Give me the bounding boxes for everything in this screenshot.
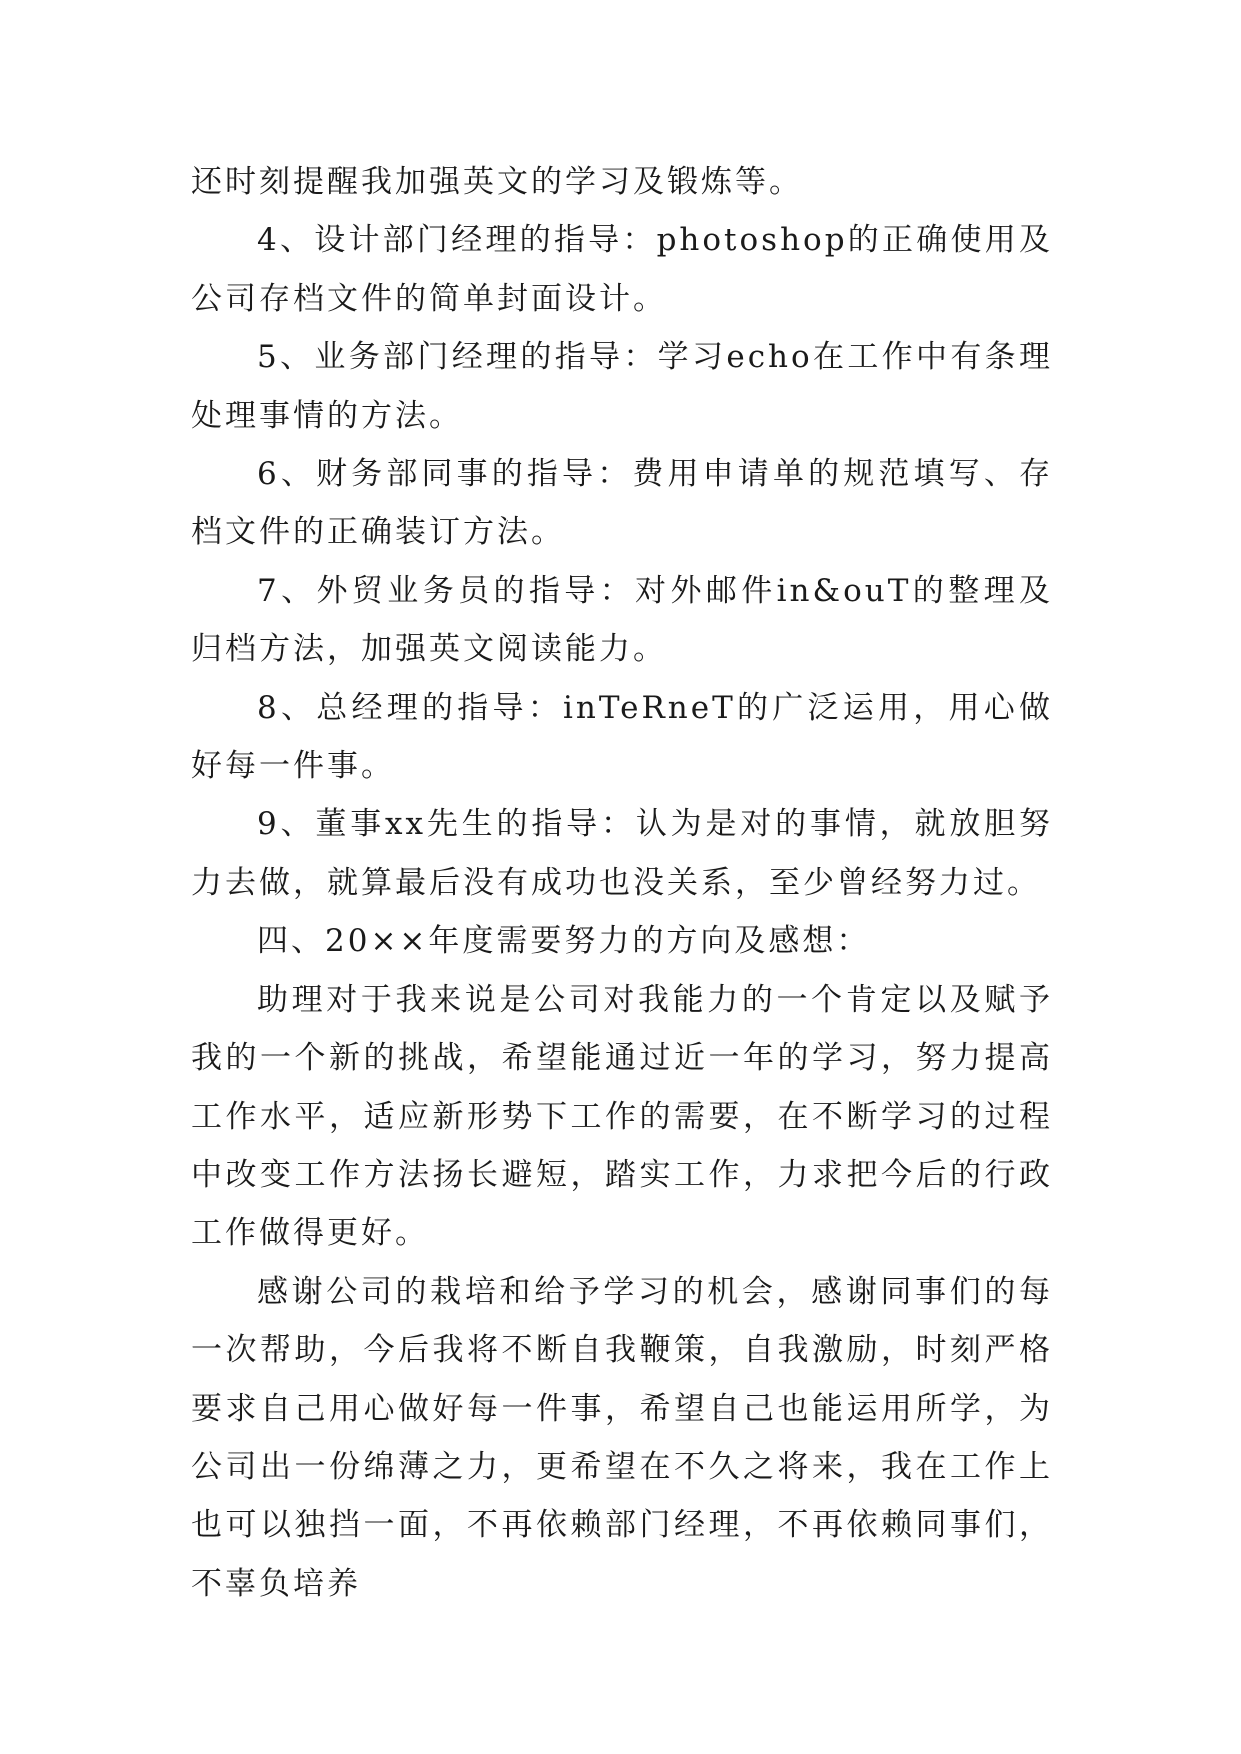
paragraph-item-9: 9、董事xx先生的指导：认为是对的事情，就放胆努力去做，就算最后没有成功也没关系，至少曾经努力过。 <box>191 806 1053 901</box>
paragraph-item-7: 7、外贸业务员的指导：对外邮件in&ouT的整理及归档方法，加强英文阅读能力。 <box>191 572 1053 668</box>
paragraph-continuation: 还时刻提醒我加强英文的学习及锻炼等。 <box>191 164 803 200</box>
paragraph-item-6: 6、财务部同事的指导：费用申请单的规范填写、存档文件的正确装订方法。 <box>191 456 1053 551</box>
paragraph-assistant-role: 助理对于我来说是公司对我能力的一个肯定以及赋予我的一个新的挑战，希望能通过近一年的学习，努力提高工作水平，适应新形势下工作的需要，在不断学习的过程中改变工作方法扬长避短，踏实工作，力求把今后的行政工作做得更好。 <box>191 981 1053 1252</box>
paragraph-item-4: 4、设计部门经理的指导：photoshop的正确使用及公司存档文件的简单封面设计。 <box>191 222 1053 317</box>
paragraph-item-8: 8、总经理的指导：inTeRneT的广泛运用，用心做好每一件事。 <box>191 689 1053 785</box>
document-body <box>191 153 1053 1613</box>
section-heading-4: 四、20××年度需要努力的方向及感想： <box>257 923 871 960</box>
paragraph-thanks: 感谢公司的栽培和给予学习的机会，感谢同事们的每一次帮助，今后我将不断自我鞭策，自我激励，时刻严格要求自己用心做好每一件事，希望自己也能运用所学，为公司出一份绵薄之力，更希望在不久之将来，我在工作上也可以独挡一面，不再依赖部门经理，不再依赖同事们，不辜负培养 <box>191 1273 1053 1602</box>
paragraph-item-5: 5、业务部门经理的指导：学习echo在工作中有条理处理事情的方法。 <box>191 339 1053 434</box>
